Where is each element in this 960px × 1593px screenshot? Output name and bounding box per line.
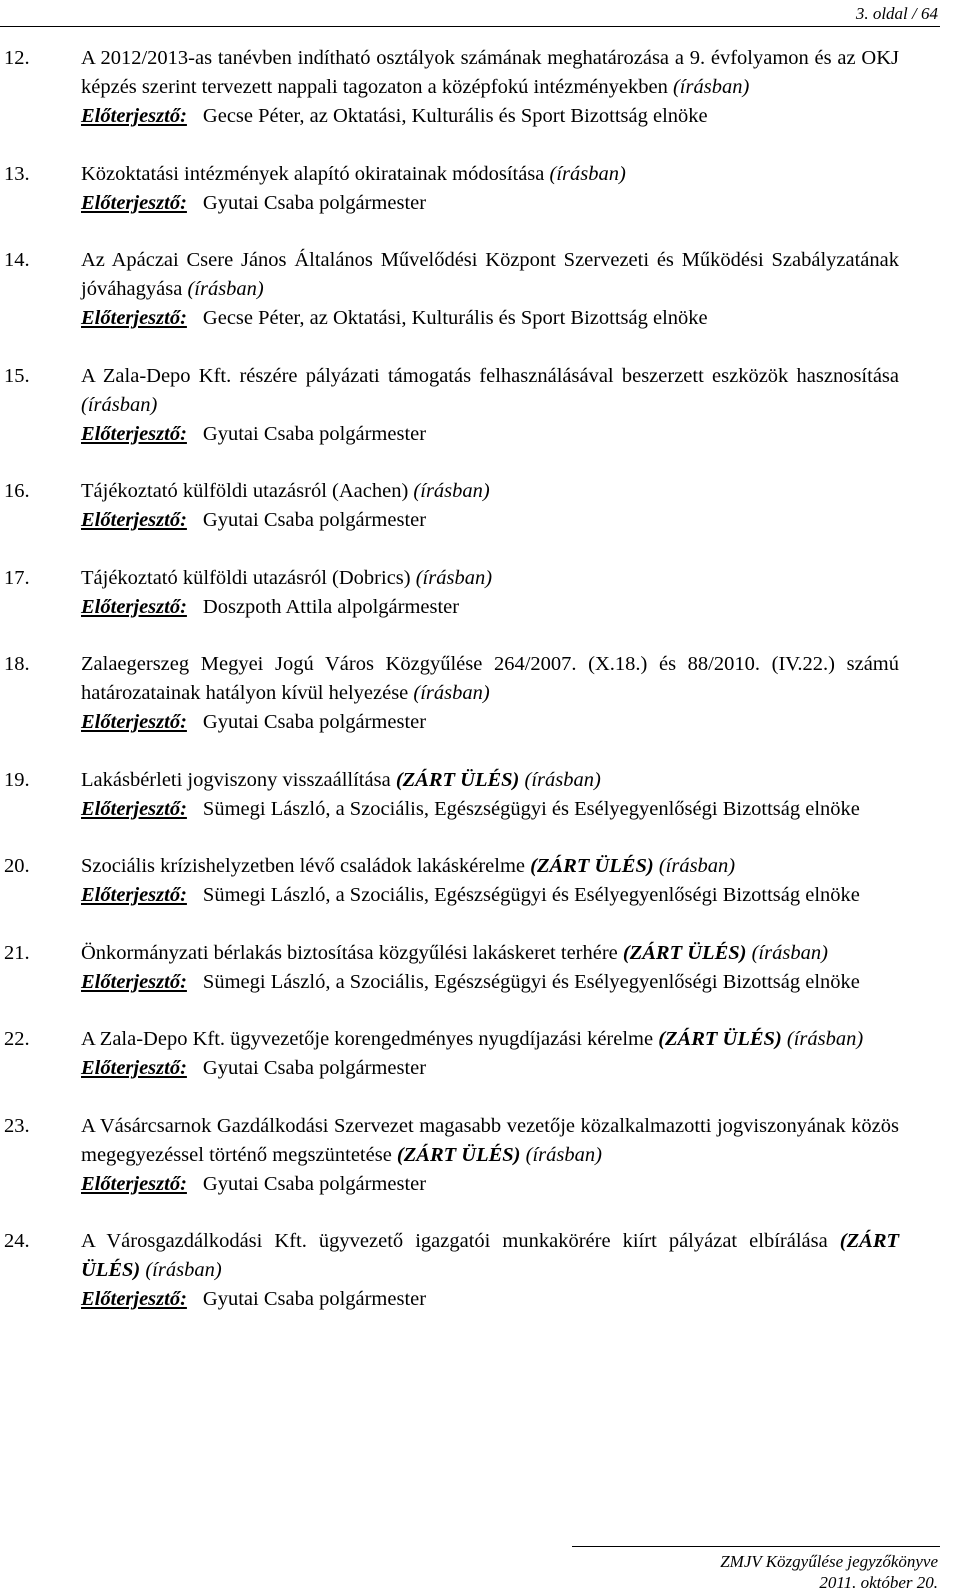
agenda-item-number: 24. xyxy=(4,1230,30,1252)
agenda-item-note: (írásban) xyxy=(751,941,828,964)
presenter-label: Előterjesztő: xyxy=(81,884,187,906)
presenter-row xyxy=(81,304,899,333)
agenda-item-note: (írásban) xyxy=(145,1259,222,1281)
agenda-item-note: (írásban) xyxy=(415,566,493,589)
agenda-item-number: 13. xyxy=(4,162,30,185)
presenter-name: Gyutai Csaba polgármester xyxy=(202,1057,427,1079)
presenter-name: Sümegi László, a Szociális, Egészségügyi és Esélyegyenlőségi Bizottság elnöke xyxy=(202,884,860,906)
agenda-item-title: Önkormányzati bérlakás biztosítása közgyűlési lakáskeret terhére xyxy=(81,941,618,964)
closed-session-tag: (ZÁRT ÜLÉS) xyxy=(658,1028,782,1050)
presenter-name: Gyutai Csaba polgármester xyxy=(202,422,427,445)
agenda-item-number: 20. xyxy=(4,855,30,877)
presenter-label: Előterjesztő: xyxy=(81,307,187,329)
agenda-item-title-block xyxy=(81,766,899,795)
agenda-item-note: (írásban) xyxy=(525,1143,602,1166)
agenda-item-note: (írásban) xyxy=(81,393,158,416)
agenda-item-number: 22. xyxy=(4,1028,30,1050)
presenter-row xyxy=(81,420,899,449)
agenda-item-number: 18. xyxy=(4,653,30,675)
presenter-label: Előterjesztő: xyxy=(81,105,187,127)
presenter-row xyxy=(81,1285,899,1314)
presenter-label: Előterjesztő: xyxy=(81,711,187,733)
agenda-item-note: (írásban) xyxy=(413,480,490,502)
presenter-label: Előterjesztő: xyxy=(81,595,187,618)
closed-session-tag: (ZÁRT ÜLÉS) xyxy=(530,855,654,877)
presenter-name: Gecse Péter, az Oktatási, Kulturális és Sport Bizottság elnöke xyxy=(202,307,708,329)
agenda-item-title-block xyxy=(81,246,899,304)
presenter-row xyxy=(81,102,899,131)
footer-rule xyxy=(572,1546,940,1547)
agenda-item xyxy=(0,1112,960,1199)
agenda-item-title: A Vásárcsarnok Gazdálkodási Szervezet magasabb vezetője közalkalmazotti jogviszonyának közös megegyezéssel történő megszüntetése xyxy=(81,1114,899,1166)
agenda-item-number: 23. xyxy=(4,1114,30,1137)
agenda-item xyxy=(0,1227,960,1314)
agenda-item-title: Közoktatási intézmények alapító okiratainak módosítása xyxy=(81,162,545,185)
presenter-row xyxy=(81,968,899,997)
presenter-name: Gyutai Csaba polgármester xyxy=(202,711,427,733)
page-footer xyxy=(0,1546,960,1592)
agenda-item-number: 16. xyxy=(4,480,30,502)
agenda-item xyxy=(0,1025,960,1083)
agenda-item-number: 14. xyxy=(4,249,30,271)
presenter-row xyxy=(81,1170,899,1199)
agenda-item-number: 19. xyxy=(4,768,30,791)
presenter-name: Gyutai Csaba polgármester xyxy=(202,1288,427,1310)
agenda-item-title-block xyxy=(81,650,899,708)
agenda-item-title: Az Apáczai Csere János Általános Művelődési Központ Szervezeti és Működési Szabályzatának jóváhagyása xyxy=(81,249,899,300)
presenter-label: Előterjesztő: xyxy=(81,509,187,531)
agenda-item-number: 17. xyxy=(4,566,30,589)
agenda-item-number: 12. xyxy=(4,47,30,69)
agenda-item-title: Zalaegerszeg Megyei Jogú Város Közgyűlése 264/2007. (X.18.) és 88/2010. (IV.22.) számú határozatainak hatályon kívül helyezése xyxy=(81,653,899,704)
agenda-item-note: (írásban) xyxy=(672,76,750,98)
page-header xyxy=(0,0,960,40)
presenter-name: Gyutai Csaba polgármester xyxy=(202,509,427,531)
agenda-item xyxy=(0,852,960,910)
footer-document-title: ZMJV Közgyűlése jegyzőkönyve xyxy=(720,1552,938,1571)
agenda-item-note: (írásban) xyxy=(187,278,264,300)
agenda-item-title-block xyxy=(81,1227,899,1285)
agenda-item-title: A Városgazdálkodási Kft. ügyvezető igazgatói munkakörére kiírt pályázat elbírálása xyxy=(81,1230,828,1252)
agenda-item-title-block xyxy=(81,1025,899,1054)
agenda-item-number: 21. xyxy=(4,941,30,964)
agenda-item-note: (írásban) xyxy=(524,768,601,791)
closed-session-tag: (ZÁRT ÜLÉS) xyxy=(622,941,747,964)
agenda-item xyxy=(0,766,960,824)
agenda-item-title-block xyxy=(81,44,899,102)
presenter-row xyxy=(81,1054,899,1083)
footer-date: 2011. október 20. xyxy=(819,1573,938,1592)
agenda-item-note: (írásban) xyxy=(658,855,736,877)
agenda-item-number: 15. xyxy=(4,364,30,387)
presenter-label: Előterjesztő: xyxy=(81,1288,187,1310)
agenda-item-title-block xyxy=(81,852,899,881)
presenter-label: Előterjesztő: xyxy=(81,1057,187,1079)
agenda-item-title: A Zala-Depo Kft. ügyvezetője korengedményes nyugdíjazási kérelme xyxy=(81,1028,654,1050)
presenter-label: Előterjesztő: xyxy=(81,797,187,820)
agenda-item-title: A 2012/2013-as tanévben indítható osztályok számának meghatározása a 9. évfolyamon és az OKJ képzés szerint tervezett nappali tagozaton a középfokú intézményekben xyxy=(81,47,899,98)
agenda-item xyxy=(0,564,960,622)
presenter-label: Előterjesztő: xyxy=(81,422,187,445)
header-rule xyxy=(0,26,940,27)
agenda-item xyxy=(0,477,960,535)
presenter-name: Sümegi László, a Szociális, Egészségügyi és Esélyegyenlőségi Bizottság elnöke xyxy=(202,797,860,820)
agenda-item-note: (írásban) xyxy=(786,1028,864,1050)
agenda-item xyxy=(0,44,960,131)
presenter-row xyxy=(81,795,899,824)
agenda-item-title: A Zala-Depo Kft. részére pályázati támogatás felhasználásával beszerzett eszközök hasznosítása xyxy=(81,364,899,387)
agenda-item-title-block xyxy=(81,939,899,968)
presenter-row xyxy=(81,881,899,910)
agenda-item-title-block xyxy=(81,564,899,593)
agenda-item-title-block xyxy=(81,477,899,506)
agenda-item xyxy=(0,160,960,218)
closed-session-tag: (ZÁRT ÜLÉS) xyxy=(396,1143,521,1166)
agenda-item xyxy=(0,650,960,737)
page-number: 3. oldal / 64 xyxy=(855,4,938,23)
presenter-row xyxy=(81,708,899,737)
closed-session-tag: (ZÁRT ÜLÉS) xyxy=(81,1230,900,1281)
presenter-row xyxy=(81,593,899,622)
closed-session-tag: (ZÁRT ÜLÉS) xyxy=(395,768,520,791)
agenda-list xyxy=(0,44,960,1343)
agenda-item-title-block xyxy=(81,1112,899,1170)
presenter-name: Gyutai Csaba polgármester xyxy=(202,1172,427,1195)
presenter-label: Előterjesztő: xyxy=(81,191,187,214)
presenter-name: Doszpoth Attila alpolgármester xyxy=(202,595,460,618)
presenter-name: Gyutai Csaba polgármester xyxy=(202,191,427,214)
agenda-item-title: Tájékoztató külföldi utazásról (Dobrics) xyxy=(81,566,411,589)
presenter-row xyxy=(81,506,899,535)
presenter-label: Előterjesztő: xyxy=(81,1172,187,1195)
presenter-row xyxy=(81,189,899,218)
agenda-item-title-block xyxy=(81,160,899,189)
presenter-label: Előterjesztő: xyxy=(81,970,187,993)
agenda-item xyxy=(0,362,960,449)
agenda-item-title: Szociális krízishelyzetben lévő családok lakáskérelme xyxy=(81,855,525,877)
presenter-name: Sümegi László, a Szociális, Egészségügyi és Esélyegyenlőségi Bizottság elnöke xyxy=(202,970,860,993)
agenda-item-title-block xyxy=(81,362,899,420)
agenda-item xyxy=(0,939,960,997)
agenda-item-title: Lakásbérleti jogviszony visszaállítása xyxy=(81,768,391,791)
agenda-item-title: Tájékoztató külföldi utazásról (Aachen) xyxy=(81,480,409,502)
presenter-name: Gecse Péter, az Oktatási, Kulturális és Sport Bizottság elnöke xyxy=(202,105,708,127)
agenda-item-note: (írásban) xyxy=(549,162,626,185)
agenda-item-note: (írásban) xyxy=(413,682,490,704)
agenda-item xyxy=(0,246,960,333)
